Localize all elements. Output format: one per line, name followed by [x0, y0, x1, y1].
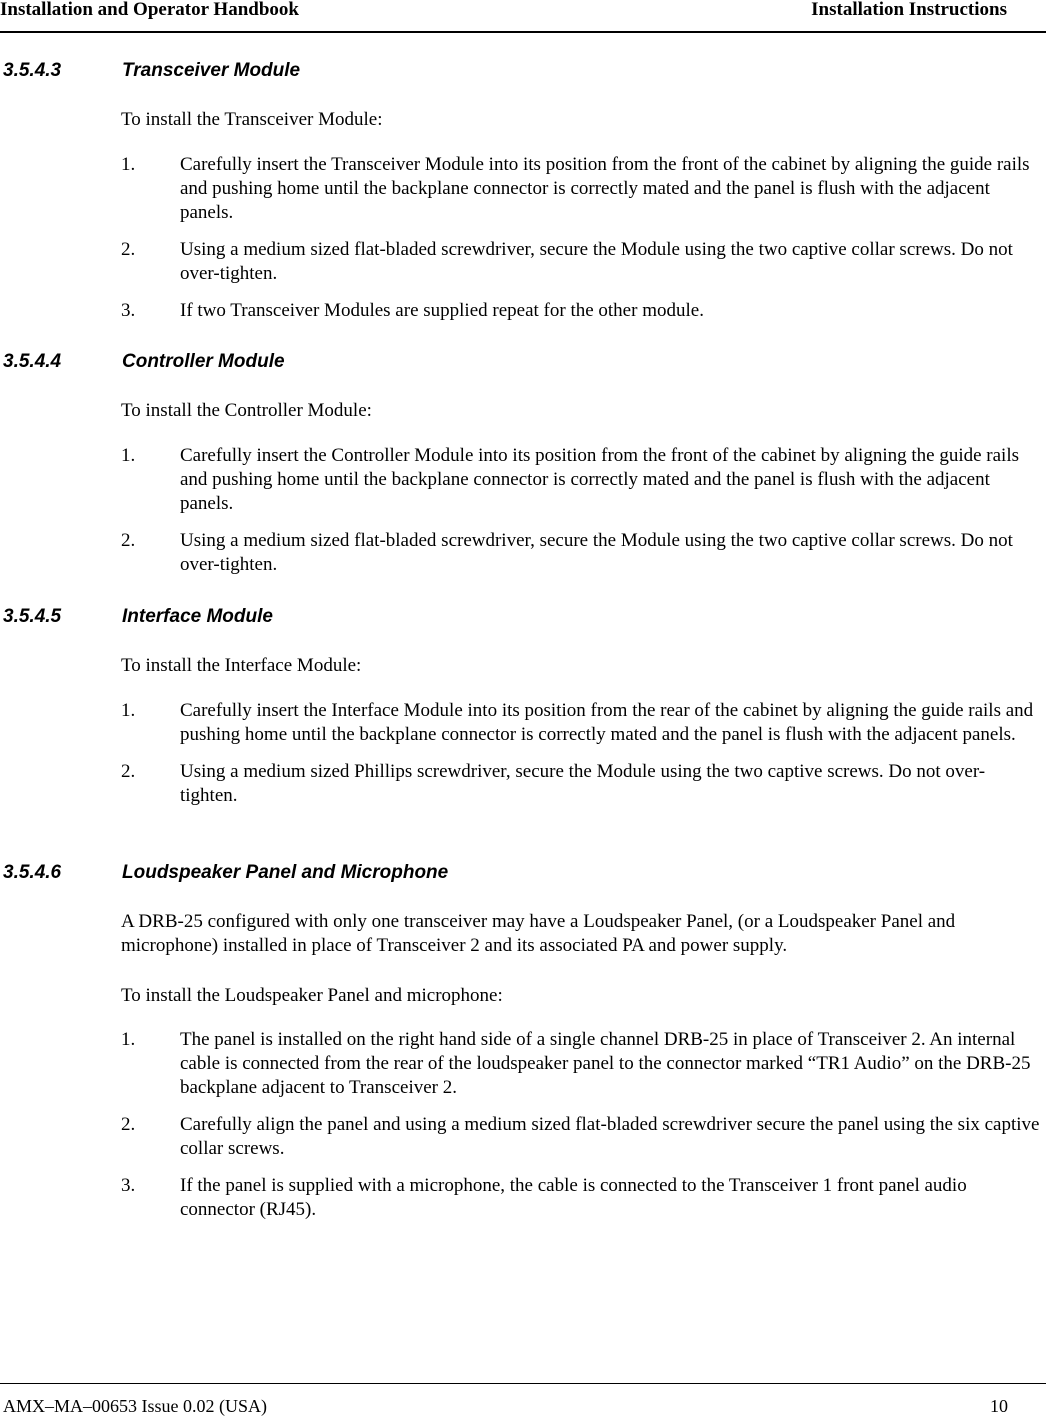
section-loudspeaker-panel	[0, 862, 1046, 886]
step-number: 1.	[121, 445, 136, 466]
header-chapter-title: Installation Instructions	[811, 0, 1007, 20]
step-number: 3.	[121, 1175, 136, 1196]
step-number: 1.	[121, 1029, 136, 1050]
page-header	[0, 0, 1046, 33]
section-number: 3.5.4.6	[3, 862, 62, 883]
step-number: 2.	[121, 239, 136, 260]
section-intro: To install the Transceiver Module:	[121, 109, 383, 130]
list-item	[0, 699, 1046, 747]
section-description: A DRB-25 configured with only one transceiver may have a Loudspeaker Panel, (or a Loudspeaker Panel and microphone) installed in place of Transceiver 2 and its associated PA and power supply.	[121, 911, 956, 956]
section-intro: To install the Controller Module:	[121, 400, 372, 421]
section-intro: To install the Interface Module:	[121, 655, 362, 676]
step-text: Using a medium sized flat-bladed screwdriver, secure the Module using the two captive collar screws. Do not over-tighten.	[180, 239, 1013, 284]
section-title: Controller Module	[122, 351, 285, 372]
section-intro: To install the Loudspeaker Panel and microphone:	[121, 985, 503, 1006]
section-number: 3.5.4.4	[3, 351, 62, 372]
step-text: If the panel is supplied with a microphone, the cable is connected to the Transceiver 1 front panel audio connector (RJ45).	[180, 1175, 967, 1220]
list-item	[0, 529, 1046, 577]
step-list	[0, 1028, 1046, 1222]
step-text: Carefully insert the Transceiver Module into its position from the front of the cabinet by aligning the guide rails and pushing home until the backplane connector is correctly mated and the panel is flush with the adjacent panels.	[180, 154, 1030, 223]
step-number: 2.	[121, 1114, 136, 1135]
step-list	[0, 699, 1046, 808]
page-footer	[0, 1383, 1046, 1416]
section-number: 3.5.4.5	[3, 606, 62, 627]
step-number: 2.	[121, 761, 136, 782]
section-heading	[0, 862, 1046, 886]
list-item	[0, 153, 1046, 225]
step-list	[0, 444, 1046, 577]
step-text: If two Transceiver Modules are supplied repeat for the other module.	[180, 300, 704, 321]
section-title: Loudspeaker Panel and Microphone	[122, 862, 449, 883]
list-item	[0, 444, 1046, 516]
step-number: 1.	[121, 154, 136, 175]
section-number: 3.5.4.3	[3, 60, 62, 81]
step-text: Carefully align the panel and using a medium sized flat-bladed screwdriver secure the panel using the six captive collar screws.	[180, 1114, 1040, 1159]
list-item	[0, 299, 1046, 323]
section-transceiver-module	[0, 60, 1046, 84]
footer-document-id: AMX–MA–00653 Issue 0.02 (USA)	[3, 1396, 267, 1416]
section-title: Transceiver Module	[122, 60, 301, 81]
step-text: Using a medium sized flat-bladed screwdriver, secure the Module using the two captive collar screws. Do not over-tighten.	[180, 530, 1013, 575]
list-item	[0, 1174, 1046, 1222]
section-heading	[0, 351, 1046, 375]
step-number: 2.	[121, 530, 136, 551]
page-number: 10	[990, 1396, 1008, 1416]
step-number: 3.	[121, 300, 136, 321]
list-item	[0, 1028, 1046, 1100]
step-text: Carefully insert the Interface Module into its position from the rear of the cabinet by aligning the guide rails and pushing home until the backplane connector is correctly mated and the panel is flush with the adjacent panels.	[180, 700, 1034, 745]
list-item	[0, 238, 1046, 286]
list-item	[0, 1113, 1046, 1161]
header-document-title: Installation and Operator Handbook	[0, 0, 299, 20]
section-interface-module	[0, 606, 1046, 630]
step-text: Using a medium sized Phillips screwdriver, secure the Module using the two captive screws. Do not over-tighten.	[180, 761, 986, 806]
step-text: Carefully insert the Controller Module into its position from the front of the cabinet by aligning the guide rails and pushing home until the backplane connector is correctly mated and the panel is flush with the adjacent panels.	[180, 445, 1019, 514]
section-heading	[0, 606, 1046, 630]
section-title: Interface Module	[122, 606, 273, 627]
list-item	[0, 760, 1046, 808]
step-text: The panel is installed on the right hand side of a single channel DRB-25 in place of Transceiver 2. An internal cable is connected from the rear of the loudspeaker panel to the connector marked “TR1 Audio” on the DRB-25 backplane adjacent to Transceiver 2.	[180, 1029, 1031, 1098]
section-controller-module	[0, 351, 1046, 375]
step-number: 1.	[121, 700, 136, 721]
section-heading	[0, 60, 1046, 84]
step-list	[0, 153, 1046, 323]
